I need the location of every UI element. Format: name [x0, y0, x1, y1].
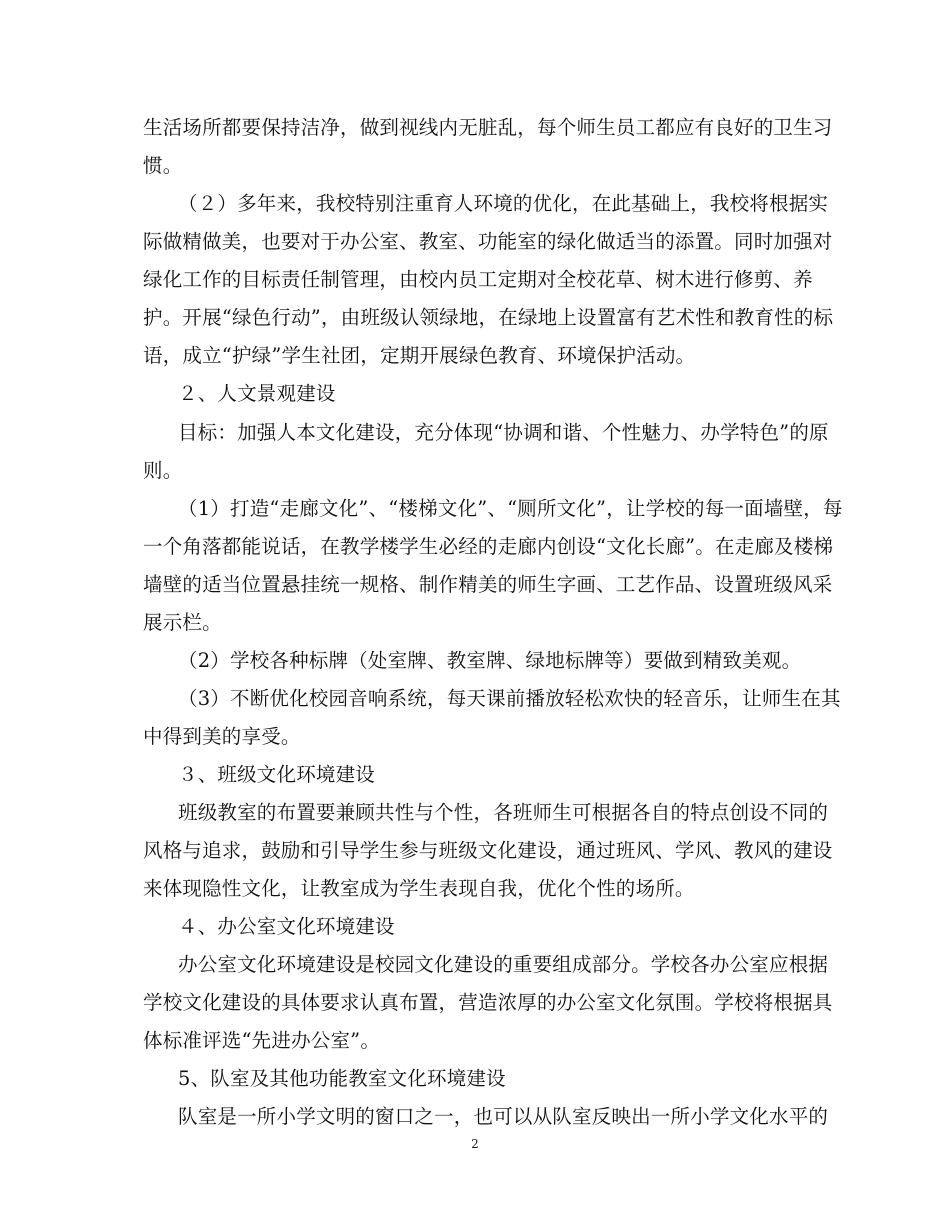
- text-line: （3）不断优化校园音响系统，每天课前播放轻松欢快的轻音乐，让师生在其: [178, 687, 841, 710]
- text-line: （1）打造“走廊文化”、“楼梯文化”、“厕所文化”，让学校的每一面墙壁，每: [178, 497, 843, 520]
- text-line: 际做精做美，也要对于办公室、教室、功能室的绿化做适当的添置。同时加强对: [143, 230, 833, 253]
- text-line: 班级教室的布置要兼顾共性与个性，各班师生可根据各自的特点创设不同的: [178, 801, 829, 824]
- text-line: 来体现隐性文化，让教室成为学生表现自我，优化个性的场所。: [143, 877, 695, 900]
- text-line: 生活场所都要保持洁净，做到视线内无脏乱，每个师生员工都应有良好的卫生习: [143, 116, 833, 139]
- section-heading: ４、办公室文化环境建设: [178, 915, 395, 938]
- section-heading: 5、队室及其他功能教室文化环境建设: [178, 1067, 506, 1090]
- page-number: 2: [471, 1137, 479, 1151]
- text-line: 护。开展“绿色行动”，由班级认领绿地，在绿地上设置富有艺术性和教育性的标: [143, 306, 834, 329]
- section-heading: ２、人文景观建设: [178, 382, 336, 405]
- text-line: 则。: [143, 459, 183, 482]
- text-line: 队室是一所小学文明的窗口之一，也可以从队室反映出一所小学文化水平的: [178, 1105, 829, 1128]
- text-line: 体标准评选“先进办公室”。: [143, 1029, 381, 1052]
- text-line: （2）学校各种标牌（处室牌、教室牌、绿地标牌等）要做到精致美观。: [178, 649, 802, 672]
- text-line: 中得到美的享受。: [143, 725, 301, 748]
- text-line: （２）多年来，我校特别注重育人环境的优化，在此基础上，我校将根据实: [178, 192, 829, 215]
- text-line: 学校文化建设的具体要求认真布置，营造浓厚的办公室文化氛围。学校将根据具: [143, 991, 833, 1014]
- text-line: 墙壁的适当位置悬挂统一规格、制作精美的师生字画、工艺作品、设置班级风采: [143, 573, 833, 596]
- text-line: 一个角落都能说话，在教学楼学生必经的走廊内创设“文化长廊”。在走廊及楼梯: [143, 535, 834, 558]
- text-line: 目标：加强人本文化建设，充分体现“协调和谐、个性魅力、办学特色”的原: [178, 421, 829, 444]
- text-line: 惯。: [143, 154, 183, 177]
- section-heading: ３、班级文化环境建设: [178, 763, 376, 786]
- text-line: 语，成立“护绿”学生社团，定期开展绿色教育、环境保护活动。: [143, 344, 696, 367]
- text-line: 绿化工作的目标责任制管理，由校内员工定期对全校花草、树木进行修剪、养: [143, 268, 813, 291]
- text-line: 展示栏。: [143, 611, 222, 634]
- text-line: 办公室文化环境建设是校园文化建设的重要组成部分。学校各办公室应根据: [178, 953, 829, 976]
- text-line: 风格与追求，鼓励和引导学生参与班级文化建设，通过班风、学风、教风的建设: [143, 839, 833, 862]
